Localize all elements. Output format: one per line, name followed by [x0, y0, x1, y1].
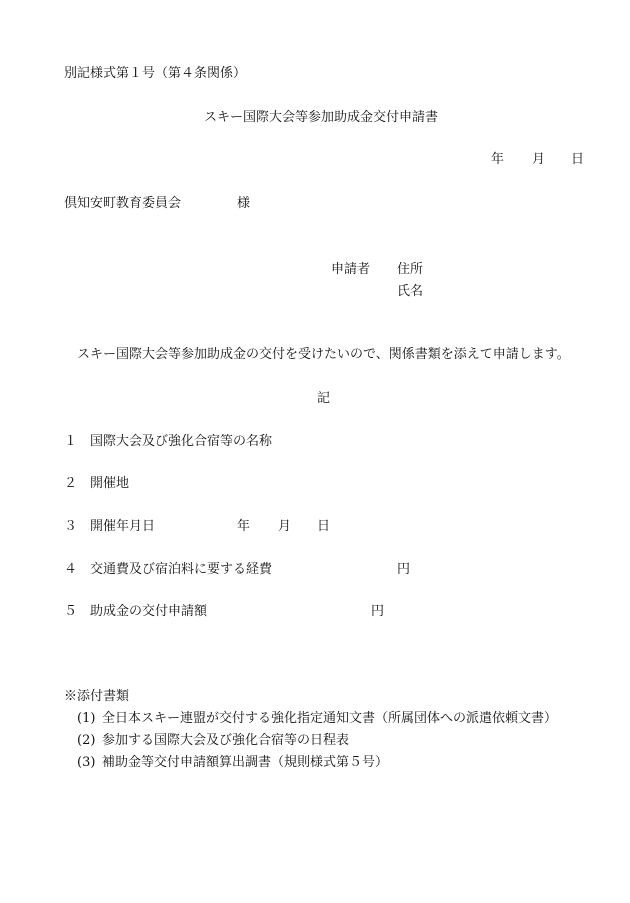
item-dates-month: 月	[278, 519, 292, 534]
item-number: ３	[64, 519, 78, 534]
date-day: 日	[571, 152, 585, 167]
item-label-venue: 開催地	[90, 476, 130, 491]
item-expenses-unit: 円	[397, 562, 411, 577]
addressee-honorific: 様	[237, 196, 251, 211]
attachment-number: (1)	[77, 711, 96, 726]
attachment-number: (2)	[77, 733, 96, 748]
item-grant-unit: 円	[371, 604, 385, 619]
item-number: ４	[64, 562, 78, 577]
attachment-text: 補助金等交付申請額算出調書（規則様式第５号）	[102, 755, 389, 770]
form-number: 別記様式第１号（第４条関係）	[64, 66, 247, 81]
applicant-label: 申請者	[331, 262, 371, 277]
body-text: スキー国際大会等参加助成金の交付を受けたいので、関係書類を添えて申請します。	[77, 347, 570, 362]
item-label-event-name: 国際大会及び強化合宿等の名称	[90, 434, 273, 449]
addressee-name: 倶知安町教育委員会	[64, 196, 182, 211]
item-dates-day: 日	[317, 519, 331, 534]
applicant-address-label: 住所	[397, 262, 424, 277]
attachment-text: 参加する国際大会及び強化合宿等の日程表	[102, 733, 350, 748]
item-label-dates: 開催年月日	[90, 519, 156, 534]
date-month: 月	[532, 152, 546, 167]
attachments-heading: ※添付書類	[64, 689, 130, 704]
applicant-name-label: 氏名	[397, 284, 424, 299]
date-year: 年	[491, 152, 505, 167]
item-label-grant-amount: 助成金の交付申請額	[90, 604, 208, 619]
attachment-number: (3)	[77, 755, 96, 770]
item-number: ５	[64, 604, 78, 619]
item-dates-year: 年	[237, 519, 251, 534]
ki-marker: 記	[317, 391, 331, 406]
item-number: １	[64, 434, 78, 449]
attachment-text: 全日本スキー連盟が交付する強化指定通知文書（所属団体への派遣依頼文書）	[102, 711, 558, 726]
document-title: スキー国際大会等参加助成金交付申請書	[204, 110, 439, 125]
item-label-expenses: 交通費及び宿泊料に要する経費	[90, 562, 273, 577]
item-number: ２	[64, 476, 78, 491]
